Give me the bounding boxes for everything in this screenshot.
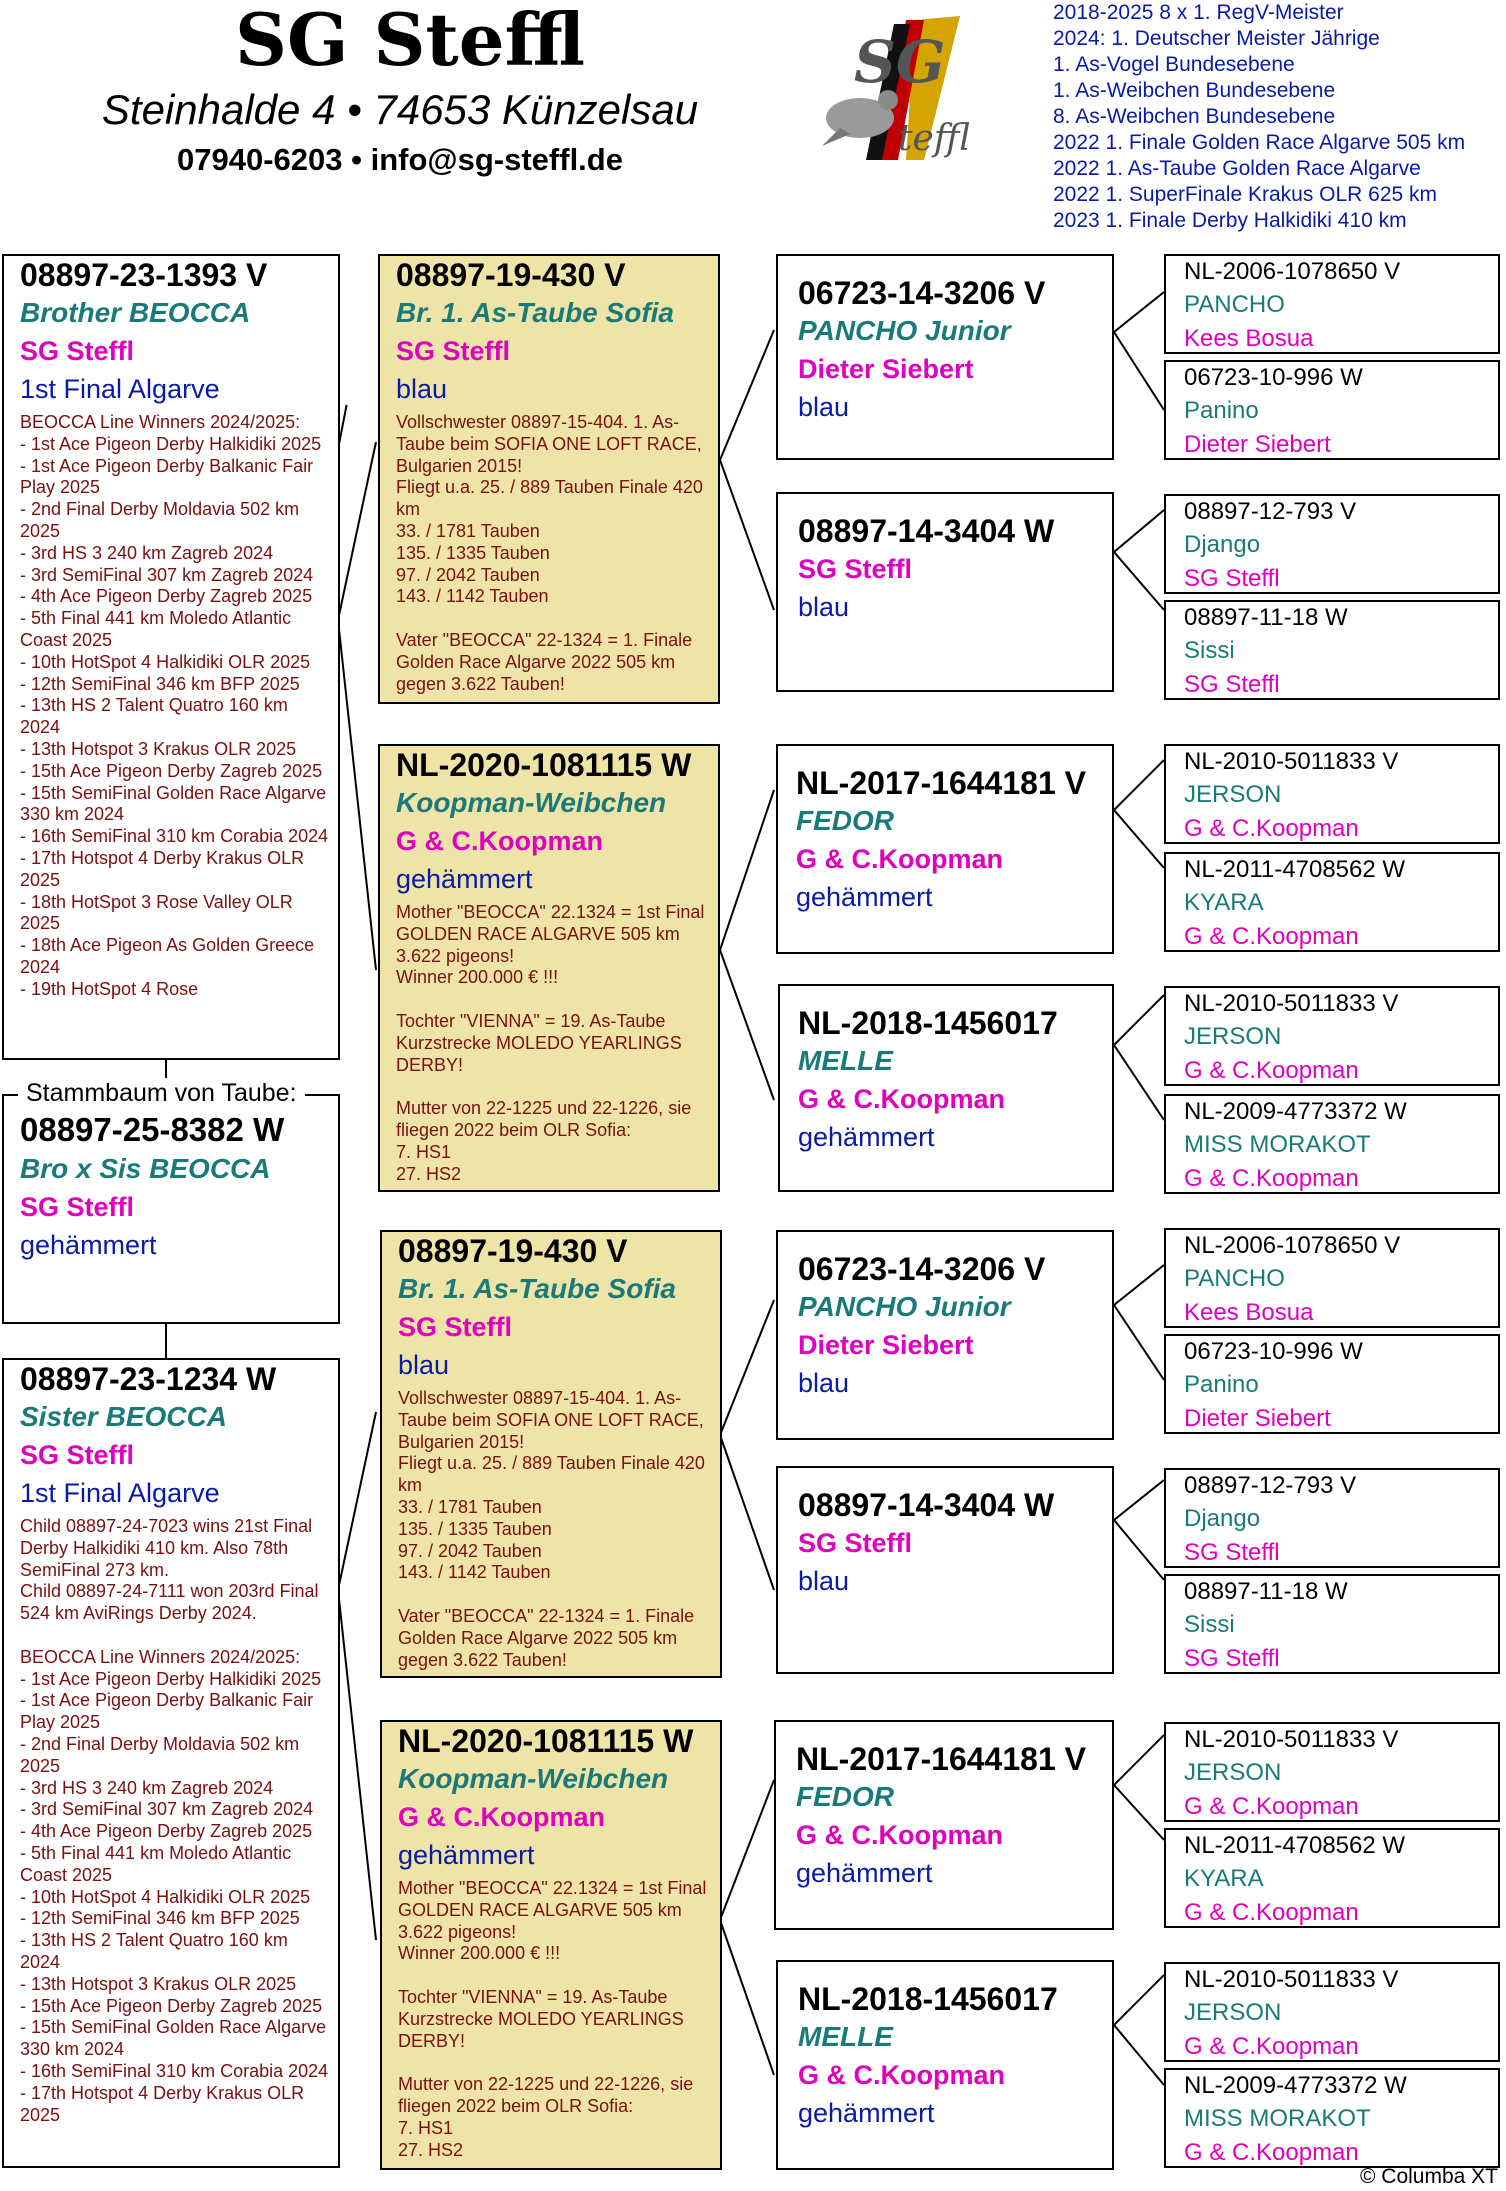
grandparent-name: Br. 1. As-Taube Sofia	[396, 297, 674, 328]
ancestor-name: JERSON	[1184, 781, 1282, 808]
great-grandparent-card[interactable]	[776, 254, 1114, 460]
ancestor-breeder: Dieter Siebert	[1184, 431, 1331, 458]
sg-steffl-logo	[820, 10, 980, 160]
great-grandparent-ring: NL-2018-1456017	[798, 1981, 1058, 2017]
ancestor-card[interactable]	[1164, 1574, 1500, 1674]
copyright: © Columba XT	[1359, 2165, 1498, 2188]
logo-sg-letters: SG	[854, 28, 946, 96]
great-grandparent-color: blau	[798, 392, 850, 422]
great-grandparent-breeder: G & C.Koopman	[796, 844, 1003, 874]
ancestor-card[interactable]	[1164, 600, 1500, 700]
great-grandparent-color: blau	[798, 1368, 850, 1398]
grandparent-card[interactable]	[378, 744, 720, 1192]
ancestor-breeder: SG Steffl	[1184, 1645, 1280, 1672]
ancestor-card[interactable]	[1164, 494, 1500, 594]
grandparent-color: gehämmert	[396, 864, 533, 894]
ancestor-breeder: G & C.Koopman	[1184, 1899, 1359, 1926]
mother-breeder: SG Steffl	[20, 1440, 135, 1470]
ancestor-card[interactable]	[1164, 852, 1500, 952]
subject-card[interactable]	[2, 1094, 340, 1324]
great-grandparent-breeder: Dieter Siebert	[798, 1330, 974, 1360]
achievement-line: 2024: 1. Deutscher Meister Jährige	[1053, 27, 1380, 50]
ancestor-card[interactable]	[1164, 254, 1500, 354]
achievement-line: 1. As-Weibchen Bundesebene	[1053, 79, 1336, 102]
grandparent-ring: NL-2020-1081115 W	[396, 747, 692, 783]
breeder-contact: 07940-6203 • info@sg-steffl.de	[177, 142, 623, 177]
grandparent-card[interactable]	[380, 1720, 722, 2170]
ancestor-card[interactable]	[1164, 1722, 1500, 1822]
great-grandparent-card[interactable]	[776, 1960, 1114, 2170]
ancestor-breeder: G & C.Koopman	[1184, 923, 1359, 950]
mother-card[interactable]	[2, 1358, 340, 2168]
grandparent-card[interactable]	[378, 254, 720, 704]
ancestor-breeder: G & C.Koopman	[1184, 2033, 1359, 2060]
achievement-line: 2023 1. Finale Derby Halkidiki 410 km	[1053, 209, 1407, 232]
breeder-title: SG Steffl	[234, 0, 585, 82]
ancestor-ring: NL-2006-1078650 V	[1184, 258, 1401, 285]
great-grandparent-color: gehämmert	[796, 1858, 933, 1888]
great-grandparent-name: FEDOR	[796, 805, 894, 836]
ancestor-card[interactable]	[1164, 1094, 1500, 1194]
achievement-line: 2022 1. SuperFinale Krakus OLR 625 km	[1053, 183, 1438, 206]
grandparent-breeder: SG Steffl	[396, 336, 511, 366]
ancestor-ring: NL-2010-5011833 V	[1184, 748, 1399, 775]
father-breeder: SG Steffl	[20, 336, 135, 366]
great-grandparent-breeder: SG Steffl	[798, 554, 913, 584]
great-grandparent-color: gehämmert	[796, 882, 933, 912]
subject-color: gehämmert	[20, 1230, 157, 1260]
great-grandparent-ring: 06723-14-3206 V	[798, 1251, 1046, 1287]
ancestor-ring: NL-2011-4708562 W	[1184, 856, 1406, 883]
ancestor-ring: NL-2011-4708562 W	[1184, 1832, 1406, 1859]
grandparent-notes: Vollschwester 08897-15-404. 1. As-Taube beim SOFIA ONE LOFT RACE, Bulgarien 2015! Fliegt u.a. 25. / 889 Tauben Finale 420 km 33. / 1781 Tauben 135. / 1335 Tauben 97. / 2042 Tauben 143. / 1142 Tauben Vater "BEOCCA" 22-1324 = 1. Finale Golden Race Algarve 2022 505 km gegen 3.622 Tauben!	[396, 412, 703, 694]
father-name: Brother BEOCCA	[20, 297, 251, 328]
grandparent-notes: Mother "BEOCCA" 22.1324 = 1st Final GOLDEN RACE ALGARVE 505 km 3.622 pigeons! Winner 200.000 € !!! Tochter "VIENNA" = 19. As-Taube Kurzstrecke MOLEDO YEARLINGS DERBY! Mutter von 22-1225 und 22-1226, sie fliegen 2022 beim OLR Sofia: 7. HS1 27. HS2	[398, 1878, 707, 2160]
mother-notes: Child 08897-24-7023 wins 21st Final Derby Halkidiki 410 km. Also 78th SemiFinal 273 km. Child 08897-24-7111 won 203rd Final 524 km AviRings Derby 2024. BEOCCA Line Winners 2024/2025: - 1st Ace Pigeon Derby Halkidiki 2025 - 1st Ace Pigeon Derby Balkanic Fair Play 2025 - 2nd Final Derby Moldavia 502 km 2025 - 3rd HS 3 240 km Zagreb 2024 - 3rd SemiFinal 307 km Zagreb 2024 - 4th Ace Pigeon Derby Zagreb 2025 - 5th Final 441 km Moledo Atlantic Coast 2025 - 10th HotSpot 4 Halkidiki OLR 2025 - 12th SemiFinal 346 km BFP 2025 - 13th HS 2 Talent Quatro 160 km 2024 - 13th Hotspot 3 Krakus OLR 2025 - 15th Ace Pigeon Derby Zagreb 2025 - 15th SemiFinal Golden Race Algarve 330 km 2024 - 16th SemiFinal 310 km Corabia 2024 - 17th Hotspot 4 Derby Krakus OLR 2025	[20, 1516, 329, 2125]
ancestor-card[interactable]	[1164, 1962, 1500, 2062]
ancestor-name: Sissi	[1184, 1611, 1235, 1638]
ancestor-ring: 06723-10-996 W	[1184, 364, 1363, 391]
ancestor-card[interactable]	[1164, 1228, 1500, 1328]
grandparent-ring: 08897-19-430 V	[398, 1233, 628, 1269]
achievement-line: 1. As-Vogel Bundesebene	[1053, 53, 1295, 76]
ancestor-ring: NL-2009-4773372 W	[1184, 1098, 1407, 1125]
ancestor-name: JERSON	[1184, 1759, 1282, 1786]
ancestor-card[interactable]	[1164, 1468, 1500, 1568]
father-card[interactable]	[2, 254, 340, 1060]
gen2-connectors	[718, 280, 778, 2160]
great-grandparent-card[interactable]	[776, 1466, 1114, 1674]
achievement-line: 2022 1. Finale Golden Race Algarve 505 km	[1053, 131, 1466, 154]
logo-script-name: teffl	[898, 118, 970, 159]
great-grandparent-card[interactable]	[776, 744, 1114, 954]
ancestor-card[interactable]	[1164, 360, 1500, 460]
ancestor-card[interactable]	[1164, 744, 1500, 844]
ancestor-breeder: Kees Bosua	[1184, 325, 1314, 352]
ancestor-name: KYARA	[1184, 1865, 1264, 1892]
ancestor-name: KYARA	[1184, 889, 1264, 916]
great-grandparent-breeder: G & C.Koopman	[798, 2060, 1005, 2090]
ancestor-breeder: G & C.Koopman	[1184, 1793, 1359, 1820]
subject-ring: 08897-25-8382 W	[20, 1111, 285, 1148]
great-grandparent-breeder: SG Steffl	[798, 1528, 913, 1558]
achievement-line: 2022 1. As-Taube Golden Race Algarve	[1053, 157, 1421, 180]
ancestor-ring: NL-2010-5011833 V	[1184, 1726, 1399, 1753]
father-color: 1st Final Algarve	[20, 374, 220, 404]
great-grandparent-card[interactable]	[778, 984, 1114, 1192]
great-grandparent-ring: 08897-14-3404 W	[798, 513, 1055, 549]
ancestor-name: Django	[1184, 531, 1261, 558]
subject-name: Bro x Sis BEOCCA	[20, 1153, 271, 1184]
ancestor-ring: 08897-12-793 V	[1184, 498, 1357, 525]
ancestor-ring: 08897-12-793 V	[1184, 1472, 1357, 1499]
ancestor-breeder: G & C.Koopman	[1184, 1165, 1359, 1192]
great-grandparent-breeder: Dieter Siebert	[798, 354, 974, 384]
ancestor-breeder: G & C.Koopman	[1184, 1057, 1359, 1084]
grandparent-color: blau	[396, 374, 448, 404]
great-grandparent-card[interactable]	[776, 492, 1114, 692]
grandparent-ring: 08897-19-430 V	[396, 257, 626, 293]
great-grandparent-card[interactable]	[774, 1720, 1114, 1930]
ancestor-breeder: SG Steffl	[1184, 671, 1280, 698]
pedigree-caption: Stammbaum von Taube:	[18, 1078, 305, 1108]
grandparent-notes: Vollschwester 08897-15-404. 1. As-Taube beim SOFIA ONE LOFT RACE, Bulgarien 2015! Fliegt u.a. 25. / 889 Tauben Finale 420 km 33. / 1781 Tauben 135. / 1335 Tauben 97. / 2042 Tauben 143. / 1142 Tauben Vater "BEOCCA" 22-1324 = 1. Finale Golden Race Algarve 2022 505 km gegen 3.622 Tauben!	[398, 1388, 705, 1670]
achievement-list	[1053, 0, 1503, 234]
achievement-line: 8. As-Weibchen Bundesebene	[1053, 105, 1336, 128]
ancestor-ring: NL-2010-5011833 V	[1184, 990, 1399, 1017]
great-grandparent-ring: NL-2018-1456017	[798, 1005, 1058, 1041]
ancestor-breeder: G & C.Koopman	[1184, 815, 1359, 842]
grandparent-notes: Mother "BEOCCA" 22.1324 = 1st Final GOLDEN RACE ALGARVE 505 km 3.622 pigeons! Winner 200.000 € !!! Tochter "VIENNA" = 19. As-Taube Kurzstrecke MOLEDO YEARLINGS DERBY! Mutter von 22-1225 und 22-1226, sie fliegen 2022 beim OLR Sofia: 7. HS1 27. HS2	[396, 902, 705, 1184]
ancestor-card[interactable]	[1164, 986, 1500, 1086]
grandparent-breeder: SG Steffl	[398, 1312, 513, 1342]
ancestor-name: Panino	[1184, 397, 1259, 424]
great-grandparent-ring: 06723-14-3206 V	[798, 275, 1046, 311]
great-grandparent-ring: NL-2017-1644181 V	[796, 765, 1086, 801]
mother-ring: 08897-23-1234 W	[20, 1361, 277, 1397]
ancestor-name: PANCHO	[1184, 1265, 1285, 1292]
grandparent-breeder: G & C.Koopman	[398, 1802, 605, 1832]
ancestor-ring: NL-2006-1078650 V	[1184, 1232, 1401, 1259]
ancestor-card[interactable]	[1164, 1828, 1500, 1928]
gen3-connectors	[1112, 250, 1168, 2190]
ancestor-name: JERSON	[1184, 1023, 1282, 1050]
great-grandparent-color: gehämmert	[798, 1122, 935, 1152]
ancestor-breeder: SG Steffl	[1184, 565, 1280, 592]
ancestor-name: Panino	[1184, 1371, 1259, 1398]
achievement-line: 2018-2025 8 x 1. RegV-Meister	[1053, 1, 1344, 24]
breeder-address: Steinhalde 4 • 74653 Künzelsau	[101, 86, 699, 133]
ancestor-ring: NL-2010-5011833 V	[1184, 1966, 1399, 1993]
father-ring: 08897-23-1393 V	[20, 257, 268, 293]
great-grandparent-name: MELLE	[798, 1045, 893, 1076]
grandparent-color: blau	[398, 1350, 450, 1380]
ancestor-ring: 06723-10-996 W	[1184, 1338, 1363, 1365]
grandparent-color: gehämmert	[398, 1840, 535, 1870]
ancestor-breeder: Dieter Siebert	[1184, 1405, 1331, 1432]
great-grandparent-ring: 08897-14-3404 W	[798, 1487, 1055, 1523]
great-grandparent-breeder: G & C.Koopman	[796, 1820, 1003, 1850]
grandparent-name: Koopman-Weibchen	[398, 1763, 669, 1794]
great-grandparent-name: PANCHO Junior	[798, 315, 1011, 346]
great-grandparent-name: FEDOR	[796, 1781, 894, 1812]
mother-name: Sister BEOCCA	[20, 1401, 227, 1432]
ancestor-card[interactable]	[1164, 2068, 1500, 2168]
ancestor-name: MISS MORAKOT	[1184, 1131, 1371, 1158]
great-grandparent-color: gehämmert	[798, 2098, 935, 2128]
ancestor-ring: 08897-11-18 W	[1184, 1578, 1348, 1605]
great-grandparent-name: MELLE	[798, 2021, 893, 2052]
great-grandparent-breeder: G & C.Koopman	[798, 1084, 1005, 1114]
grandparent-card[interactable]	[380, 1230, 722, 1678]
ancestor-breeder: SG Steffl	[1184, 1539, 1280, 1566]
great-grandparent-ring: NL-2017-1644181 V	[796, 1741, 1086, 1777]
ancestor-name: Django	[1184, 1505, 1261, 1532]
subject-breeder: SG Steffl	[20, 1192, 135, 1222]
ancestor-ring: 08897-11-18 W	[1184, 604, 1348, 631]
ancestor-ring: NL-2009-4773372 W	[1184, 2072, 1407, 2099]
ancestor-breeder: Kees Bosua	[1184, 1299, 1314, 1326]
mother-color: 1st Final Algarve	[20, 1478, 220, 1508]
great-grandparent-color: blau	[798, 1566, 850, 1596]
grandparent-name: Koopman-Weibchen	[396, 787, 667, 818]
father-notes: BEOCCA Line Winners 2024/2025: - 1st Ace Pigeon Derby Halkidiki 2025 - 1st Ace Pigeon Derby Balkanic Fair Play 2025 - 2nd Final Derby Moldavia 502 km 2025 - 3rd HS 3 240 km Zagreb 2024 - 3rd SemiFinal 307 km Zagreb 2024 - 4th Ace Pigeon Derby Zagreb 2025 - 5th Final 441 km Moledo Atlantic Coast 2025 - 10th HotSpot 4 Halkidiki OLR 2025 - 12th SemiFinal 346 km BFP 2025 - 13th HS 2 Talent Quatro 160 km 2024 - 13th Hotspot 3 Krakus OLR 2025 - 15th Ace Pigeon Derby Zagreb 2025 - 15th SemiFinal Golden Race Algarve 330 km 2024 - 16th SemiFinal 310 km Corabia 2024 - 17th Hotspot 4 Derby Krakus OLR 2025 - 18th HotSpot 3 Rose Valley OLR 2025 - 18th Ace Pigeon As Golden Greece 2024 - 19th HotSpot 4 Rose	[20, 412, 329, 999]
ancestor-card[interactable]	[1164, 1334, 1500, 1434]
great-grandparent-name: PANCHO Junior	[798, 1291, 1011, 1322]
grandparent-name: Br. 1. As-Taube Sofia	[398, 1273, 676, 1304]
ancestor-name: Sissi	[1184, 637, 1235, 664]
grandparent-breeder: G & C.Koopman	[396, 826, 603, 856]
ancestor-name: JERSON	[1184, 1999, 1282, 2026]
great-grandparent-color: blau	[798, 592, 850, 622]
ancestor-name: PANCHO	[1184, 291, 1285, 318]
ancestor-breeder: G & C.Koopman	[1184, 2139, 1359, 2166]
ancestor-name: MISS MORAKOT	[1184, 2105, 1371, 2132]
great-grandparent-card[interactable]	[776, 1230, 1114, 1440]
grandparent-ring: NL-2020-1081115 W	[398, 1723, 694, 1759]
